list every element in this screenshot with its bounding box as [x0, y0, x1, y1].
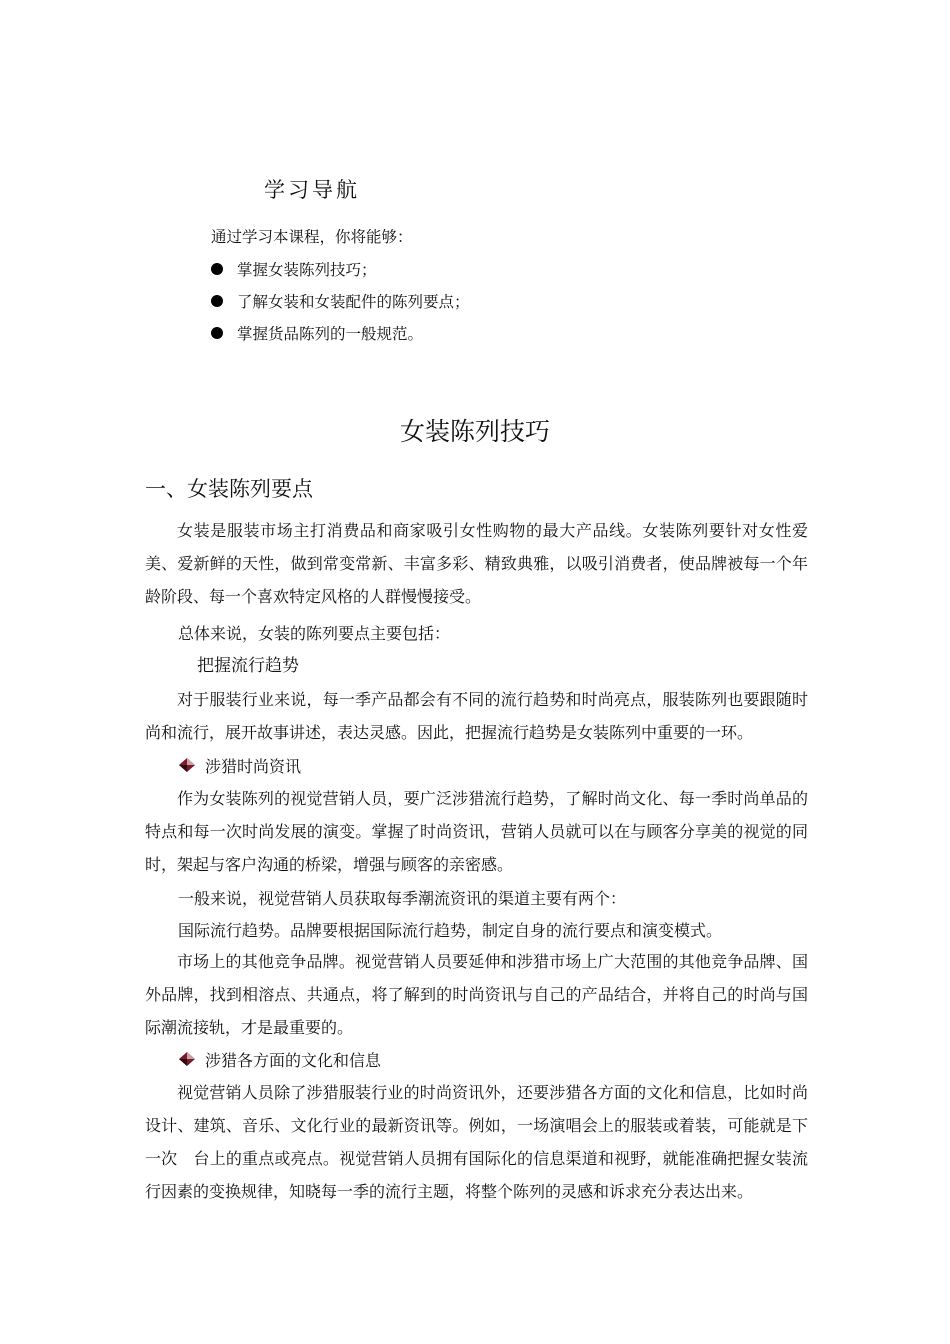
paragraph: 总体来说，女装的陈列要点主要包括：	[178, 624, 451, 643]
point-heading	[178, 1048, 381, 1071]
point-text: 涉猎时尚资讯	[205, 757, 302, 776]
section-heading: 一、女装陈列要点	[145, 477, 313, 501]
paragraph: 市场上的其他竞争品牌。视觉营销人员要延伸和涉猎市场上广大范围的其他竞争品牌、国外品牌，找到相溶点、共通点，将了解到的时尚资讯与自己的产品结合，并将自己的时尚与国际潮流接轨，才是最重要的。	[145, 952, 808, 1037]
objective-text: 掌握女装陈列技巧；	[237, 261, 377, 279]
subheading: 把握流行趋势	[197, 656, 299, 676]
objective-text: 掌握货品陈列的一般规范。	[237, 325, 424, 343]
bullet-icon	[211, 263, 223, 275]
point-heading	[178, 754, 301, 777]
diamond-bullet-icon	[178, 757, 196, 775]
bullet-icon	[211, 327, 223, 339]
learning-nav-title: 学习导航	[264, 178, 360, 202]
paragraph: 国际流行趋势。品牌要根据国际流行趋势，制定自身的流行要点和演变模式。	[178, 921, 723, 940]
main-title: 女装陈列技巧	[399, 417, 550, 446]
paragraph: 女装是服装市场主打消费品和商家吸引女性购物的最大产品线。女装陈列要针对女性爱美、爱新鲜的天性，做到常变常新、丰富多彩、精致典雅，以吸引消费者，使品牌被每一个年龄阶段、每一个喜欢特定风格的人群慢慢接受。	[145, 521, 808, 606]
paragraph: 对于服装行业来说，每一季产品都会有不同的流行趋势和时尚亮点，服装陈列也要跟随时尚和流行，展开故事讲述，表达灵感。因此，把握流行趋势是女装陈列中重要的一环。	[145, 690, 808, 742]
objective-text: 了解女装和女装配件的陈列要点；	[237, 293, 470, 311]
diamond-bullet-icon	[178, 1051, 196, 1069]
paragraph: 作为女装陈列的视觉营销人员，要广泛涉猎流行趋势，了解时尚文化、每一季时尚单品的特点和每一次时尚发展的演变。掌握了时尚资讯，营销人员就可以在与顾客分享美的视觉的同时，架起与客户沟通的桥梁，增强与顾客的亲密感。	[145, 789, 808, 874]
paragraph: 一般来说，视觉营销人员获取每季潮流资讯的渠道主要有两个：	[178, 889, 627, 908]
objective-item	[211, 290, 470, 312]
learning-nav-intro: 通过学习本课程，你将能够：	[211, 228, 413, 246]
objective-item	[211, 258, 377, 280]
objective-item	[211, 322, 423, 344]
paragraph: 视觉营销人员除了涉猎服装行业的时尚资讯外，还要涉猎各方面的文化和信息，比如时尚设计、建筑、音乐、文化行业的最新资讯等。例如，一场演唱会上的服装或着装，可能就是下一次 台上的重点或亮点。视觉营销人员拥有国际化的信息渠道和视野，就能准确把握女装流行因素的变换规律，知晓每一季的流行主题，将整个陈列的灵感和诉求充分表达出来。	[145, 1083, 808, 1201]
bullet-icon	[211, 295, 223, 307]
point-text: 涉猎各方面的文化和信息	[205, 1051, 382, 1070]
